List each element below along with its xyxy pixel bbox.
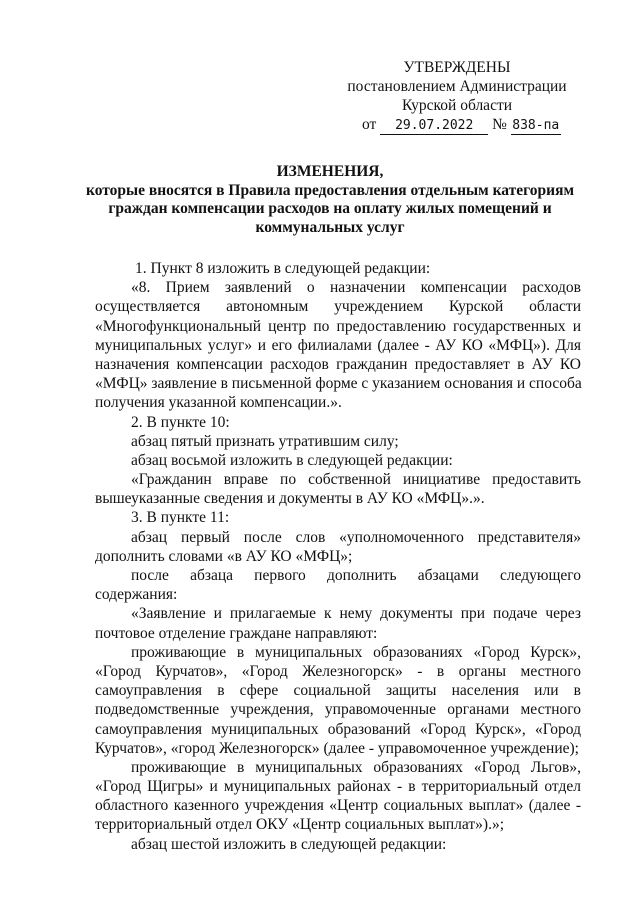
body-line: 2. В пункте 10: — [131, 413, 230, 431]
body-line: назначения компенсации расходов гражданин предоставляет в АУ КО — [95, 355, 581, 373]
body-line: абзац восьмой изложить в следующей редакции: — [131, 451, 453, 469]
body-line: подведомственные учреждения, управомоченные органами местного — [95, 701, 581, 719]
body-line: получения указанной компенсации.». — [95, 394, 342, 412]
body-line: территориальный отдел ОКУ «Центр социальных выплат»).»; — [95, 816, 505, 834]
body-line: «МФЦ» заявление в письменной форме с указанием основания и способа — [95, 375, 582, 393]
body-line: 1. Пункт 8 изложить в следующей редакции: — [135, 260, 431, 277]
number-prefix: № — [492, 116, 507, 133]
body-line: «Город Курчатов», «Город Железногорск» - в органы местного — [95, 662, 581, 680]
approval-line-1: постановлением Администрации — [347, 78, 567, 95]
body-line: самоуправления в сфере социальной защиты населения или в — [95, 682, 581, 700]
title-heading: ИЗМЕНЕНИЯ, — [276, 163, 384, 180]
body-line: самоуправления муниципальных образований «Город Курск», «Город — [95, 720, 581, 738]
body-line: «Гражданин вправе по собственной инициативе предоставить — [131, 471, 581, 489]
body-line: абзац пятый признать утратившим силу; — [131, 432, 399, 450]
approval-date: 29.07.2022 — [380, 118, 488, 135]
body-line: Курчатов», «город Железногорск» (далее - управомоченное учреждение); — [95, 739, 579, 757]
body-line: муниципальных услуг» и его филиалами (далее - АУ КО «МФЦ»). Для — [95, 336, 581, 354]
approval-line-2: Курской области — [401, 97, 513, 114]
approval-date-line — [342, 115, 572, 135]
body-line: «Город Щигры» и муниципальных районах - в территориальный отдел — [95, 778, 581, 796]
body-line: «8. Прием заявлений о назначении компенсации расходов — [131, 279, 581, 297]
body-line: «Заявление и прилагаемые к нему документы при подаче через — [131, 605, 581, 623]
approval-number: 838-па — [512, 118, 560, 133]
approval-block — [342, 58, 572, 135]
body-line: проживающие в муниципальных образованиях «Город Курск», — [131, 643, 581, 661]
body-line: почтовое отделение граждане направляют: — [95, 624, 378, 642]
body-line: абзац шестой изложить в следующей редакции: — [131, 835, 447, 853]
approval-heading: УТВЕРЖДЕНЫ — [403, 59, 511, 76]
body-line: абзац первый после слов «уполномоченного представителя» — [131, 528, 581, 546]
document-title — [60, 163, 600, 237]
body-line: «Многофункциональный центр по предоставлению государственных и — [95, 317, 581, 335]
document-body — [95, 259, 581, 854]
body-line: 3. В пункте 11: — [131, 509, 230, 527]
body-line: проживающие в муниципальных образованиях «Город Льгов», — [131, 758, 581, 776]
body-line: вышеуказанные сведения и документы в АУ КО «МФЦ».». — [95, 490, 485, 508]
title-line-3: коммунальных услуг — [255, 218, 405, 236]
body-line: осуществляется автономным учреждением Курской области — [95, 298, 581, 316]
body-line: областного казенного учреждения «Центр социальных выплат» (далее - — [95, 797, 581, 815]
title-line-2: граждан компенсации расходов на оплату жилых помещений и — [108, 200, 552, 217]
body-line: после абзаца первого дополнить абзацами следующего — [131, 567, 581, 584]
title-line-1: которые вносятся в Правила предоставления отдельным категориям — [85, 181, 575, 199]
date-prefix: от — [362, 116, 377, 133]
body-line: содержания: — [95, 586, 178, 604]
body-line: дополнить словами «в АУ КО «МФЦ»; — [95, 547, 353, 565]
